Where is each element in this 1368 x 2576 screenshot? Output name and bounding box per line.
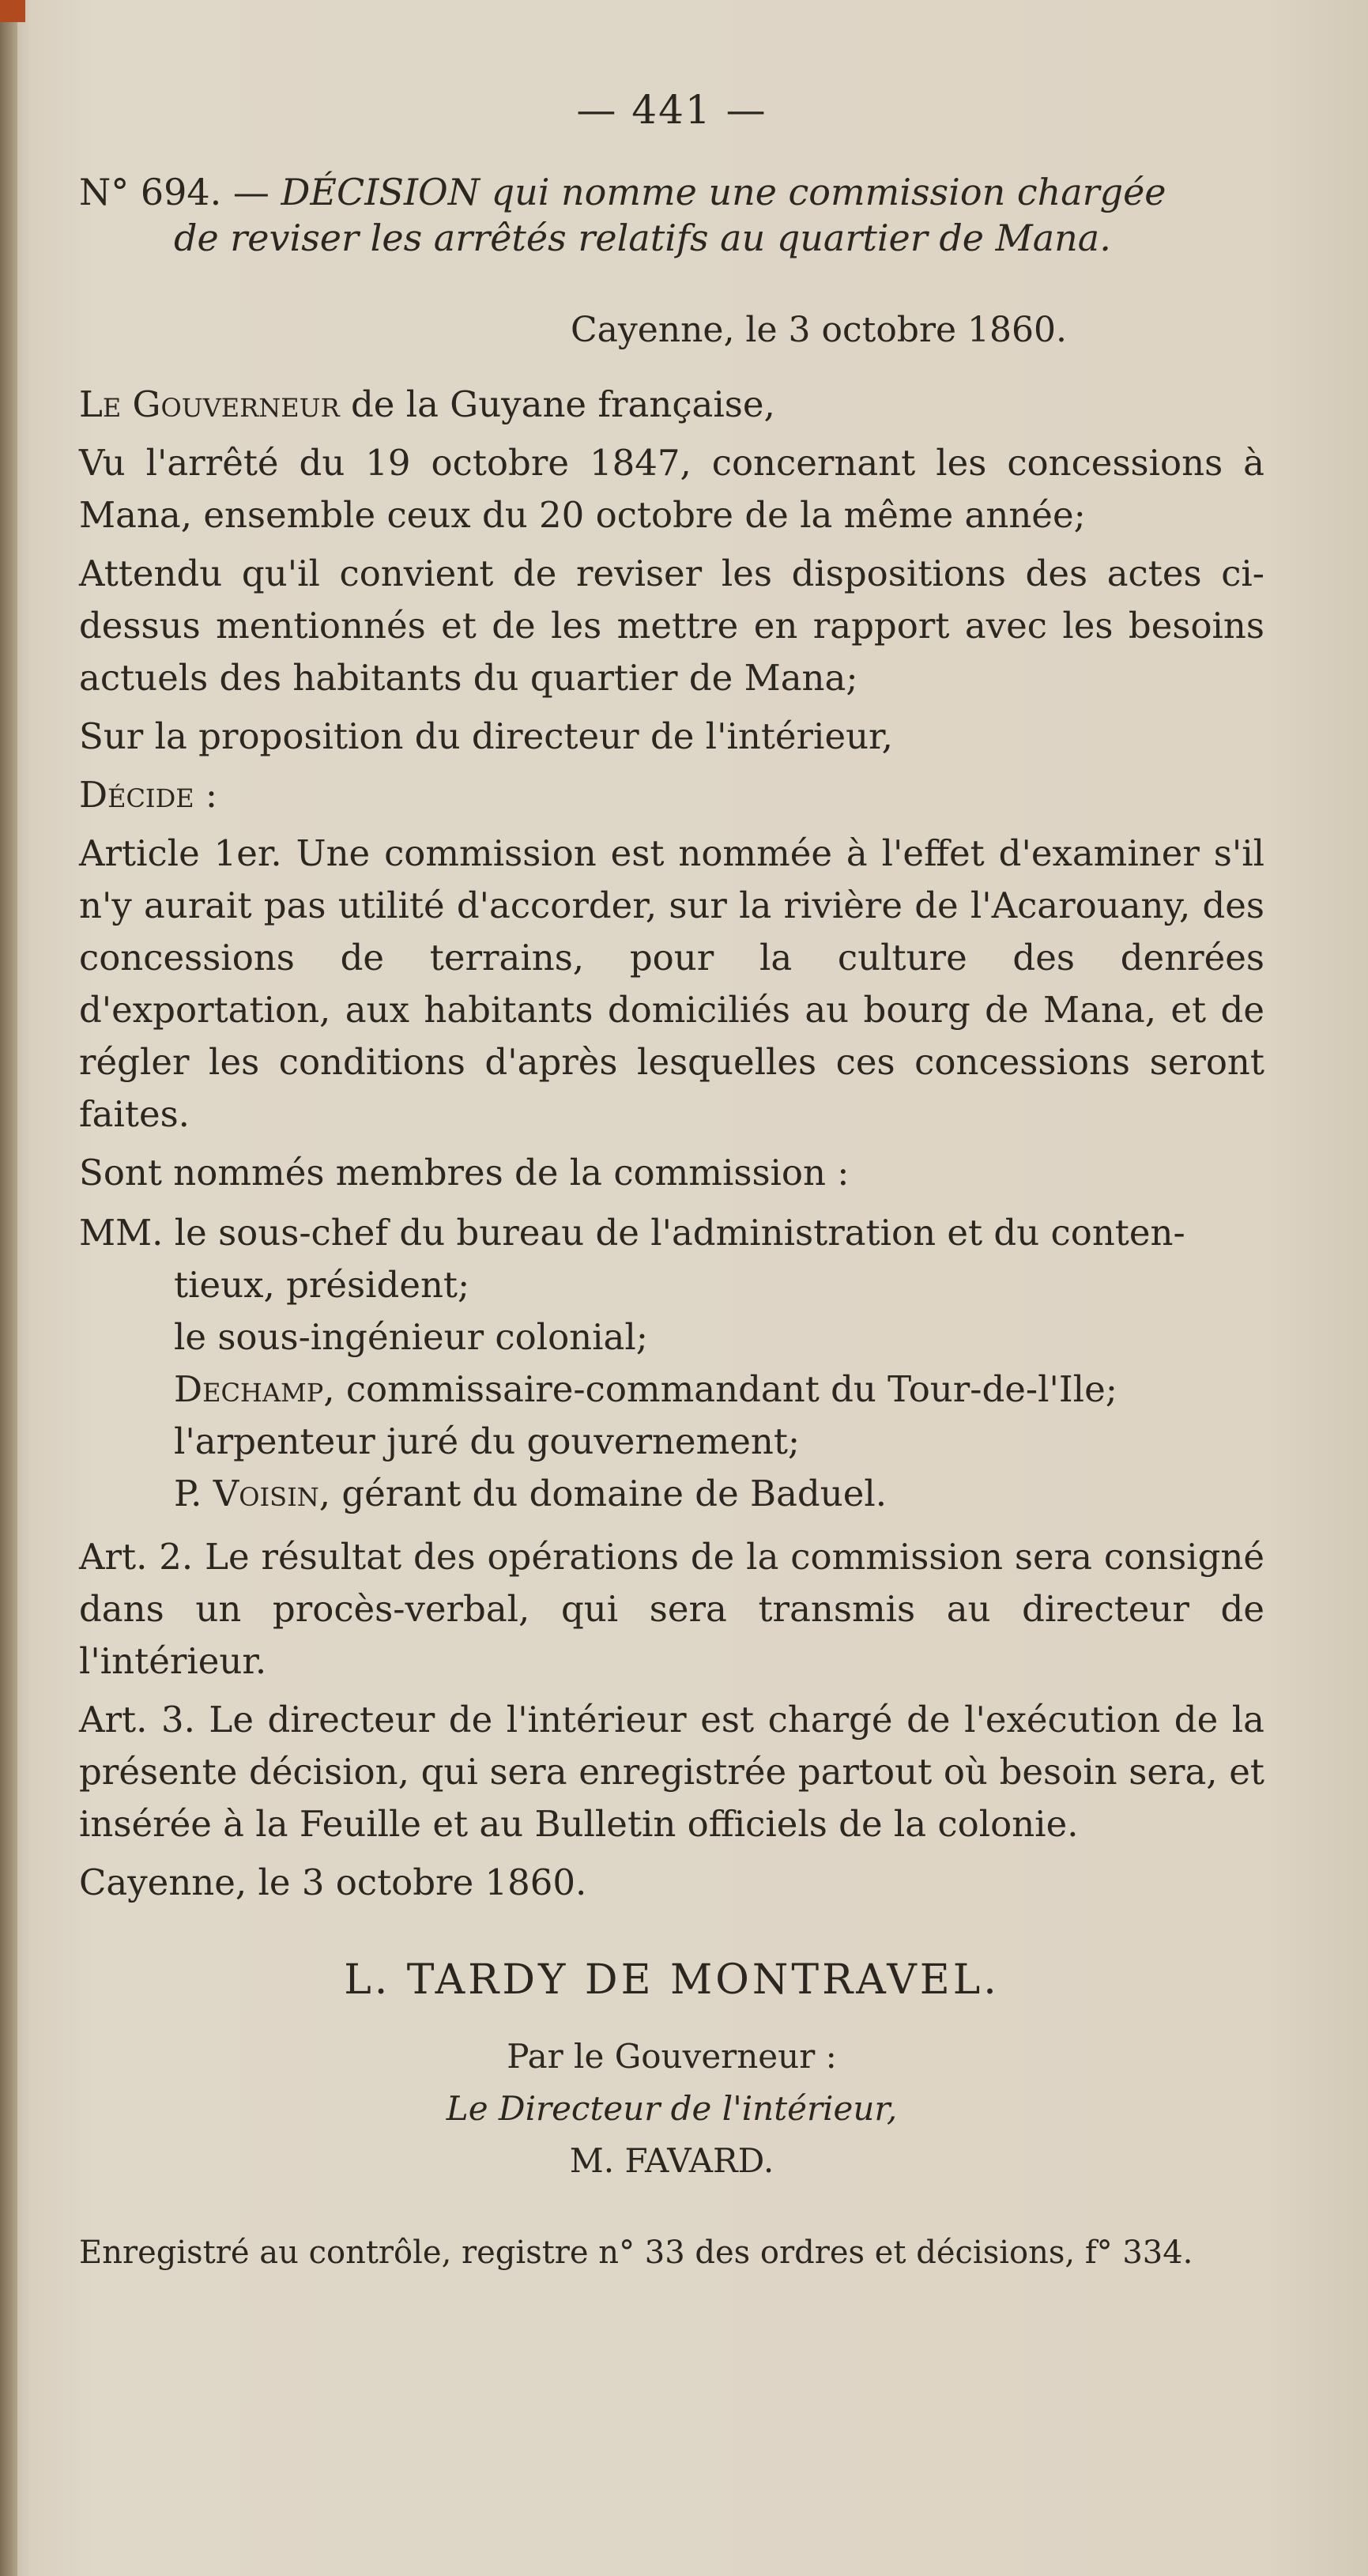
- registration-note: Enregistré au contrôle, registre n° 33 des ordres et décisions, f° 334.: [79, 2235, 1193, 2271]
- member-1-cont: tieux, président;: [174, 1264, 470, 1306]
- governor-signature: L. TARDY DE MONTRAVEL.: [344, 1956, 1000, 2004]
- member-3-role: , commissaire-commandant du Tour-de-l'Ile;: [323, 1368, 1117, 1410]
- corner-mark: [0, 0, 25, 22]
- place-date: Cayenne, le 3 octobre 1860.: [570, 310, 1067, 350]
- by-governor: Par le Gouverneur :: [507, 2037, 837, 2076]
- paragraph-decide: Décide :: [79, 774, 218, 816]
- closing-place-date: Cayenne, le 3 octobre 1860.: [79, 1861, 587, 1903]
- decision-heading: [79, 169, 1264, 261]
- signature-block: [79, 1956, 1264, 2187]
- member-4: l'arpenteur juré du gouvernement;: [174, 1420, 801, 1462]
- article-1: Article 1er. Une commission est nommée à l'effet d'examiner s'il n'y aurait pas utilité d'accorder, sur la rivière de l'Acarouany, des concessions de terrains, pour la culture des denrées d'exportation, aux habitants domiciliés au bourg de Mana, et de régler les conditions d'après lesquelles ces concessions seront faites.: [79, 832, 1264, 1135]
- member-5-initial: P.: [174, 1473, 213, 1514]
- heading-line-2: de reviser les arrêtés relatifs au quartier de Mana.: [174, 217, 1111, 259]
- members-list: [79, 1207, 1264, 1520]
- member-1: MM. le sous-chef du bureau de l'administration et du conten-: [79, 1212, 1185, 1254]
- article-2: Art. 2. Le résultat des opérations de la commission sera consigné dans un procès-verbal, qui sera transmis au directeur de l'intérieur.: [79, 1536, 1264, 1682]
- member-2: le sous-ingénieur colonial;: [174, 1316, 648, 1358]
- member-5-name: Voisin: [213, 1473, 319, 1514]
- members-intro: Sont nommés membres de la commission :: [79, 1152, 850, 1194]
- signer-title: Le Directeur de l'intérieur,: [446, 2089, 898, 2128]
- page-number: — 441 —: [576, 87, 767, 133]
- decision-body: [79, 379, 1264, 1909]
- paragraph-attendu: Attendu qu'il convient de reviser les dispositions des actes ci-dessus mentionnés et de les mettre en rapport avec les besoins actuels des habitants du quartier de Mana;: [79, 553, 1264, 699]
- governor-line: [79, 379, 1264, 431]
- decision-number: N° 694. —: [79, 171, 269, 213]
- member-5-role: , gérant du domaine de Baduel.: [318, 1473, 888, 1514]
- paragraph-vu: Vu l'arrêté du 19 octobre 1847, concernant les concessions à Mana, ensemble ceux du 20 octobre de la même année;: [79, 442, 1264, 536]
- governor-line-rest: de la Guyane française,: [339, 383, 775, 425]
- governor-title: Le Gouverneur: [79, 383, 340, 425]
- article-3: Art. 3. Le directeur de l'intérieur est chargé de l'exécution de la présente décision, qui sera enregistrée partout où besoin sera, et insérée à la Feuille et au Bulletin officiels de la colonie.: [79, 1699, 1264, 1845]
- paragraph-proposition: Sur la proposition du directeur de l'intérieur,: [79, 715, 893, 757]
- heading-line-1: DÉCISION qui nomme une commission chargée: [281, 171, 1166, 213]
- page-content: [79, 87, 1264, 2271]
- member-3-name: Dechamp: [174, 1368, 324, 1410]
- binding-edge: [0, 0, 17, 2576]
- member-3: [79, 1363, 1264, 1416]
- member-5: [79, 1468, 1264, 1520]
- signer-name: M. FAVARD.: [569, 2141, 774, 2180]
